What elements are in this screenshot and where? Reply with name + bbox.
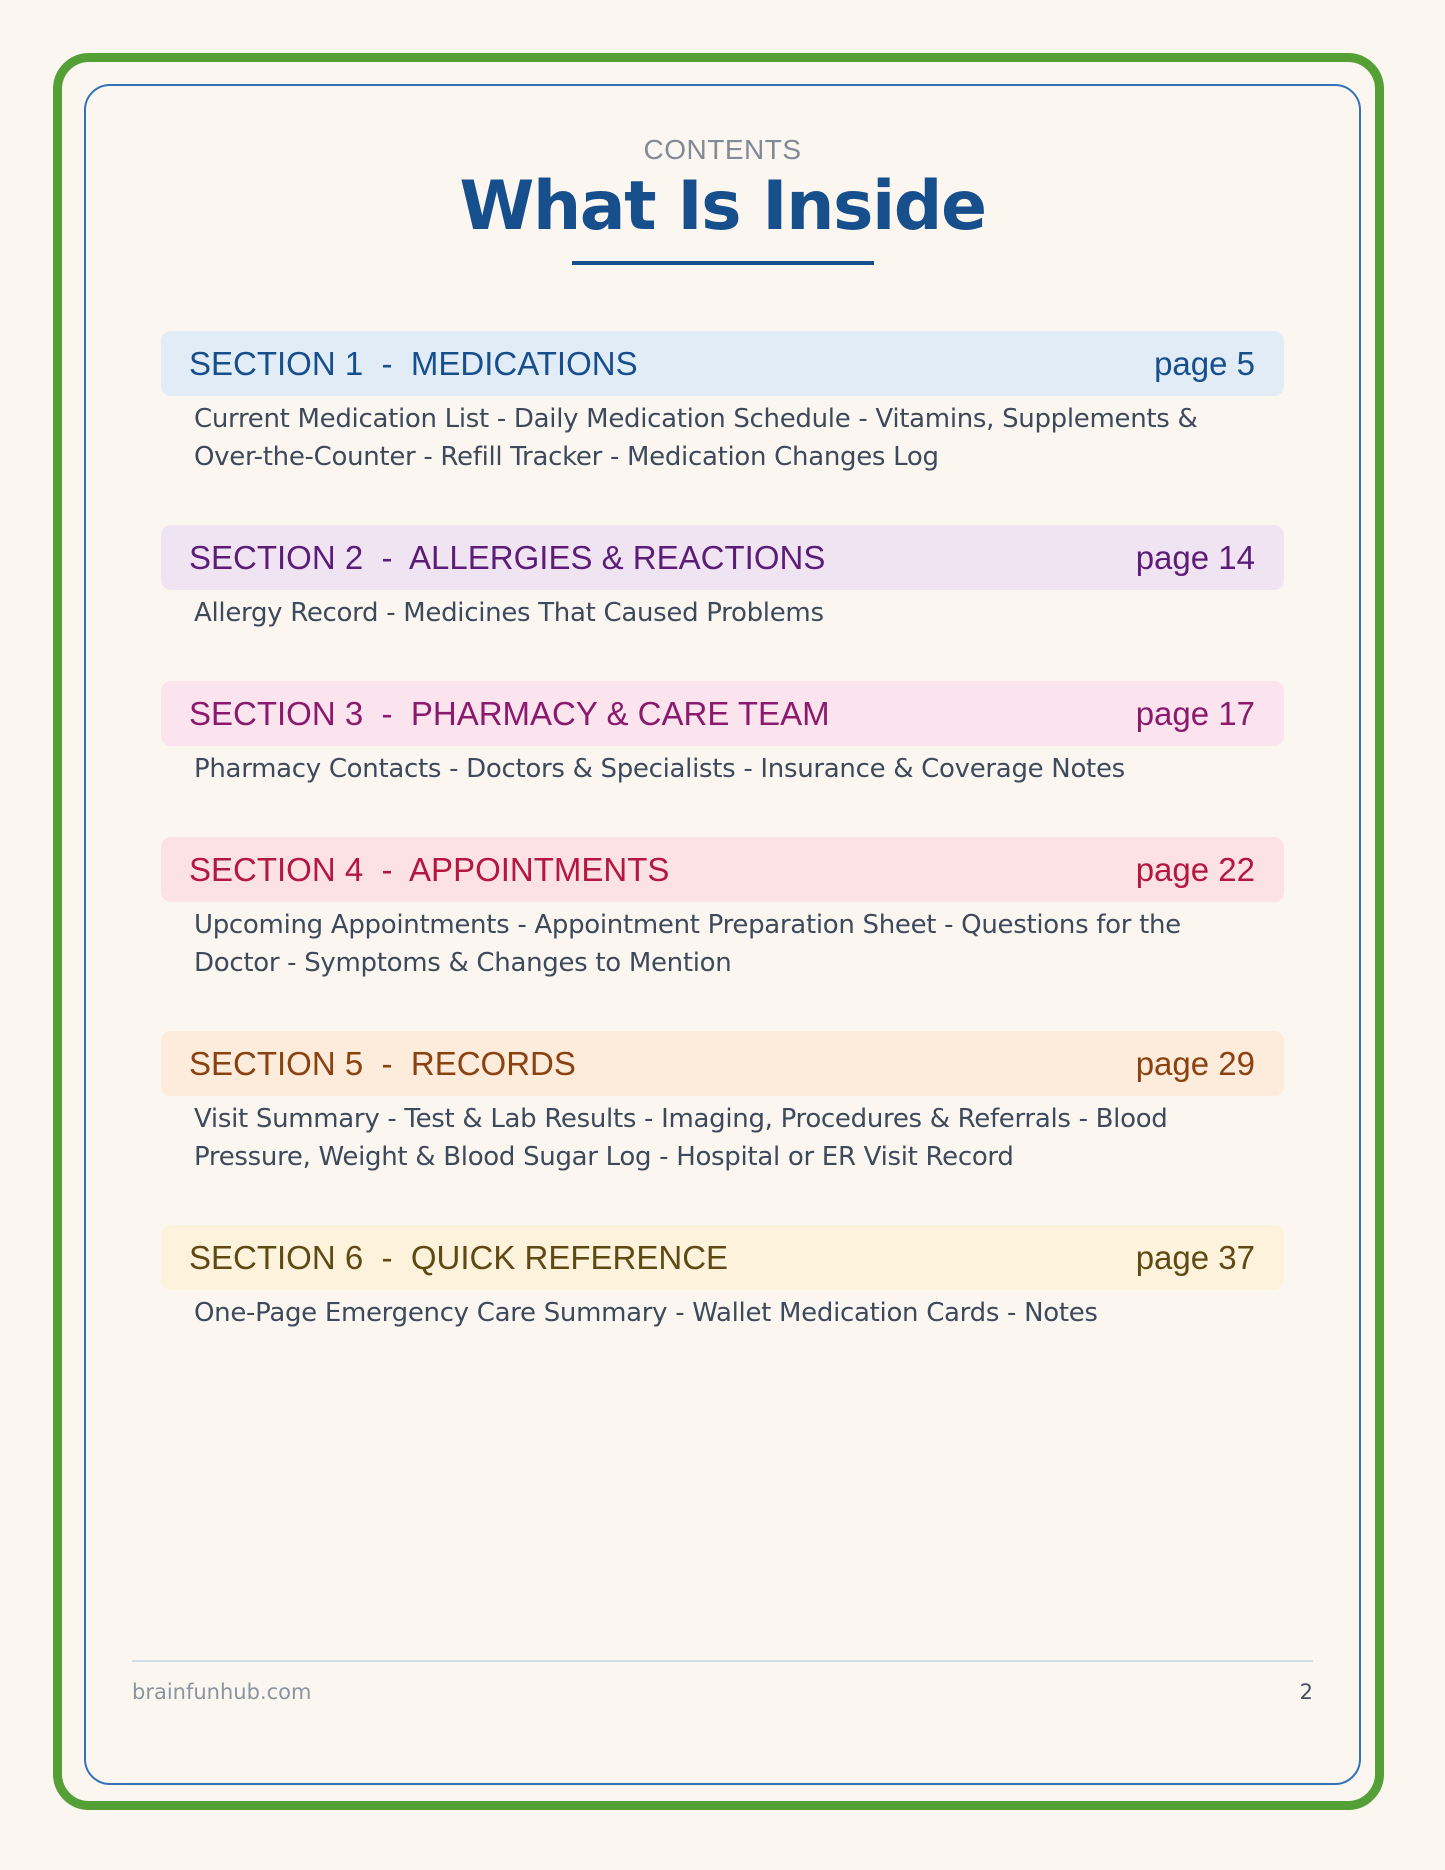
section-title: SECTION 1 - MEDICATIONS (189, 344, 638, 382)
title-underline (572, 261, 874, 265)
section-heading-bar[interactable] (161, 837, 1284, 902)
section-page-number: page 29 (1135, 1044, 1255, 1082)
section-description: Visit Summary - Test & Lab Results - Imaging, Procedures & Referrals - Blood Pressure, Weight & Blood Sugar Log - Hospital or ER Visit Record (194, 1104, 1168, 1172)
section-page-number: page 37 (1135, 1238, 1255, 1276)
contents-eyebrow: CONTENTS (643, 134, 802, 165)
toc-section-3[interactable] (161, 681, 1284, 788)
section-heading-bar[interactable] (161, 681, 1284, 746)
section-page-number: page 22 (1135, 850, 1255, 888)
toc-section-6[interactable] (161, 1225, 1284, 1332)
section-description: One-Page Emergency Care Summary - Wallet Medication Cards - Notes (194, 1298, 1098, 1328)
section-title: SECTION 6 - QUICK REFERENCE (189, 1238, 729, 1276)
toc-section-4[interactable] (161, 837, 1284, 982)
section-heading-bar[interactable] (161, 1031, 1284, 1096)
footer-site: brainfunhub.com (132, 1680, 312, 1704)
section-page-number: page 17 (1135, 694, 1255, 732)
section-page-number: page 14 (1135, 538, 1255, 576)
section-title: SECTION 2 - ALLERGIES & REACTIONS (189, 538, 826, 576)
section-heading-bar[interactable] (161, 525, 1284, 590)
sections-list (161, 331, 1284, 1332)
footer-page-number: 2 (1299, 1680, 1313, 1704)
toc-section-1[interactable] (161, 331, 1284, 476)
section-description: Allergy Record - Medicines That Caused Problems (194, 598, 824, 628)
toc-section-5[interactable] (161, 1031, 1284, 1176)
section-title: SECTION 3 - PHARMACY & CARE TEAM (189, 694, 830, 732)
section-page-number: page 5 (1154, 344, 1255, 382)
section-title: SECTION 5 - RECORDS (189, 1044, 576, 1082)
section-description: Current Medication List - Daily Medication Schedule - Vitamins, Supplements & Over-the-Counter - Refill Tracker - Medication Changes Log (194, 404, 1198, 472)
footer-divider (132, 1660, 1313, 1662)
section-title: SECTION 4 - APPOINTMENTS (189, 850, 670, 888)
toc-section-2[interactable] (161, 525, 1284, 632)
contents-header (84, 133, 1361, 247)
section-heading-bar[interactable] (161, 331, 1284, 396)
section-heading-bar[interactable] (161, 1225, 1284, 1290)
section-description: Pharmacy Contacts - Doctors & Specialists - Insurance & Coverage Notes (194, 754, 1125, 784)
page-title: What Is Inside (459, 167, 986, 246)
section-description: Upcoming Appointments - Appointment Preparation Sheet - Questions for the Doctor - Symptoms & Changes to Mention (194, 910, 1181, 978)
